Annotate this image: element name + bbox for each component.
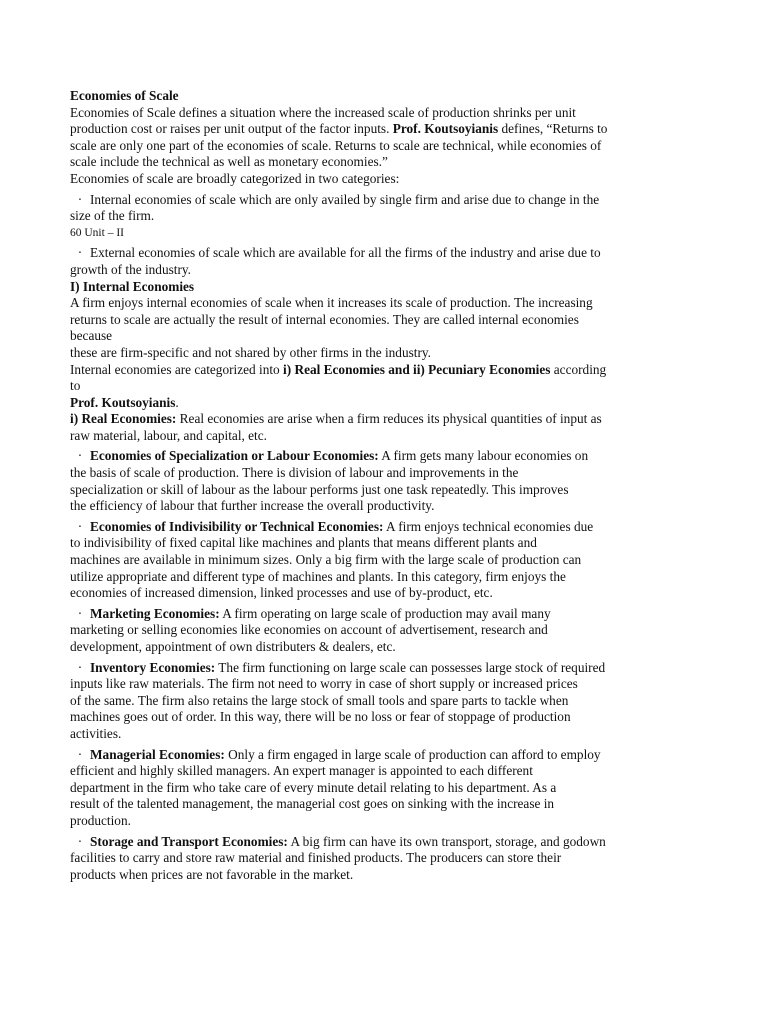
intro-line: Economies of scale are broadly categorized in two categories: bbox=[70, 170, 400, 186]
item-line: the efficiency of labour that further increase the overall productivity. bbox=[70, 498, 435, 514]
list-item: · Marketing Economies: A firm operating on large scale of production may avail many marketing or selling economies like economies on account of advertisement, research and development, appointment of own distributers & dealers, etc. bbox=[70, 606, 700, 656]
item-label: Managerial Economies: bbox=[90, 746, 225, 762]
author-name: Prof. Koutsoyianis bbox=[70, 394, 176, 410]
item-line: activities. bbox=[70, 725, 122, 741]
list-item: · External economies of scale which are available for all the firms of the industry and arise due to growth of the industry. bbox=[70, 245, 601, 277]
list-item: · Economies of Indivisibility or Technical Economies: A firm enjoys technical economies due to indivisibility of fixed capital like machines and plants that means different plants and machines are available in minimum sizes. Only a big firm with the large scale of production can utilize appropriate and different type of machines and plants. In this category, firm enjoys the economies of increased dimension, linked processes and use of by-product, etc. bbox=[70, 519, 700, 602]
list-item: · Inventory Economies: The firm functioning on large scale can possesses large stock of required inputs like raw materials. The firm not need to worry in case of short supply or increased prices of the same. The firm also retains the large stock of small tools and spare parts to tackle when machines goes out of order. In this way, there will be no loss or fear of stoppage of production activities. bbox=[70, 660, 700, 743]
item-line: department in the firm who take care of every minute detail relating to his department. As a bbox=[70, 779, 557, 795]
internal-heading: I) Internal Economies bbox=[70, 278, 195, 294]
internal-paragraph: A firm enjoys internal economies of scale when it increases its scale of production. The increasing returns to scale are actually the result of internal economies. They are called internal economies because these are firm-specific and not shared by other firms in the industry. Internal economies are categorized into i) Real Economies and ii) Pecuniary Economies according to Prof. Koutsoyianis. bbox=[70, 295, 607, 410]
item-line: production. bbox=[70, 812, 131, 828]
bullet-icon: · bbox=[77, 659, 83, 675]
item-line: economies of increased dimension, linked processes and use of by-product, etc. bbox=[70, 585, 493, 601]
item-line: to indivisibility of fixed capital like machines and plants that means different plants and bbox=[70, 535, 537, 551]
item-line: products when prices are not favorable in the market. bbox=[70, 866, 354, 882]
bullet-icon: · bbox=[77, 448, 83, 464]
section-title: Economies of Scale bbox=[70, 88, 179, 103]
real-economies-paragraph: i) Real Economies: Real economies are arise when a firm reduces its physical quantities of input as raw material, labour, and capital, etc. bbox=[70, 411, 602, 443]
item-label: Storage and Transport Economies: bbox=[90, 833, 288, 849]
intro-paragraph bbox=[70, 105, 700, 188]
author-name: Prof. Koutsoyianis bbox=[392, 121, 499, 137]
item-label: Inventory Economies: bbox=[90, 659, 216, 675]
intro-line: scale are only one part of the economies of scale. Returns to scale are technical, while economies of bbox=[70, 137, 602, 153]
item-label: Economies of Specialization or Labour Economies: bbox=[90, 448, 379, 464]
item-label: Economies of Indivisibility or Technical Economies: bbox=[90, 518, 384, 534]
item-label: Marketing Economies: bbox=[90, 605, 220, 621]
item-line: utilize appropriate and different type of machines and plants. In this category, firm enjoys the bbox=[70, 568, 566, 584]
item-line: efficient and highly skilled managers. An expert manager is appointed to each different bbox=[70, 763, 533, 779]
item-line: specialization or skill of labour as the labour performs just one task repeatedly. This improves bbox=[70, 481, 569, 497]
list-item: · Managerial Economies: Only a firm engaged in large scale of production can afford to employ efficient and highly skilled managers. An expert manager is appointed to each different department in the firm who take care of every minute detail relating to his department. As a result of the talented management, the managerial cost goes on sinking with the increase in production. bbox=[70, 747, 700, 830]
intro-line: production cost or raises per unit output of the factor inputs. Prof. Koutsoyianis defines, “Returns to bbox=[70, 121, 608, 137]
item-line: machines goes out of order. In this way, there will be no loss or fear of stoppage of production bbox=[70, 709, 571, 725]
list-item: · Internal economies of scale which are only availed by single firm and arise due to change in the size of the firm. bbox=[70, 191, 600, 224]
intro-line: scale include the technical as well as monetary economies.” bbox=[70, 154, 388, 170]
page-marker: 60 Unit – II bbox=[70, 226, 124, 239]
item-line: marketing or selling economies like economies on account of advertisement, research and bbox=[70, 622, 548, 638]
item-line: result of the talented management, the managerial cost goes on sinking with the increase in bbox=[70, 796, 555, 812]
bullet-icon: · bbox=[77, 518, 83, 534]
item-line: the basis of scale of production. There is division of labour and improvements in the bbox=[70, 465, 519, 481]
item-line: facilities to carry and store raw material and finished products. The producers can store their bbox=[70, 850, 562, 866]
item-line: machines are available in minimum sizes. Only a big firm with the large scale of production can bbox=[70, 552, 582, 568]
list-item: · Economies of Specialization or Labour Economies: A firm gets many labour economies on the basis of scale of production. There is division of labour and improvements in the specialization or skill of labour as the labour performs just one task repeatedly. This improves the efficiency of labour that further increase the overall productivity. bbox=[70, 448, 700, 514]
item-line: inputs like raw materials. The firm not need to worry in case of short supply or increased prices bbox=[70, 676, 578, 692]
bullet-icon: · bbox=[77, 833, 83, 849]
list-item: · Storage and Transport Economies: A big firm can have its own transport, storage, and godown facilities to carry and store raw material and finished products. The producers can store their products when prices are not favorable in the market. bbox=[70, 834, 700, 884]
bullet-icon: · bbox=[77, 746, 83, 762]
document-body bbox=[70, 88, 700, 883]
bullet-icon: · bbox=[77, 191, 83, 207]
item-line: of the same. The firm also retains the large stock of small tools and spare parts to tackle when bbox=[70, 692, 569, 708]
bullet-icon: · bbox=[77, 245, 83, 261]
intro-line: Economies of Scale defines a situation where the increased scale of production shrinks per unit bbox=[70, 104, 576, 120]
economies-list bbox=[70, 448, 700, 883]
item-line: development, appointment of own distributers & dealers, etc. bbox=[70, 639, 396, 654]
bullet-icon: · bbox=[77, 605, 83, 621]
